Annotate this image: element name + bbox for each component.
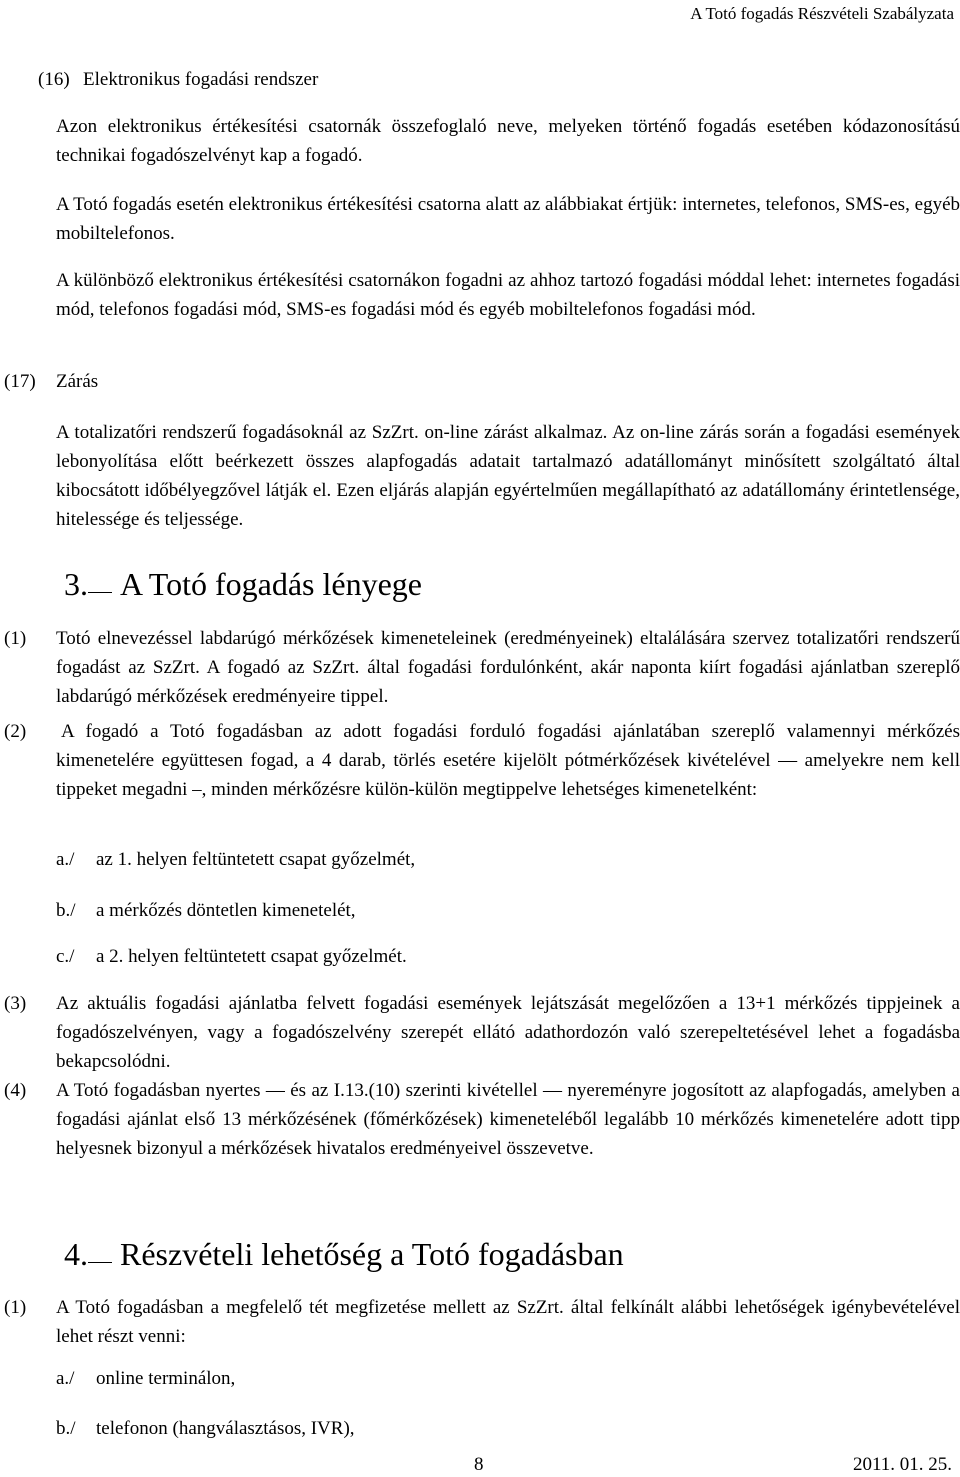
chapter-heading <box>64 1236 624 1272</box>
list-item: online terminálon, <box>96 1368 236 1389</box>
chapter-title: Részvételi lehetőség a Totó fogadásban <box>120 1236 624 1272</box>
paragraph: A totalizatőri rendszerű fogadásoknál az SzZrt. on-line zárást alkalmaz. Az on-line zárás során a fogadási események lebonyolítása előtt beérkezett összes alapfogadás adatait tartalmazó adatállományt minősített szolgáltató által kibocsátott időbélyegzővel látják el. Ezen eljárás alapján egyértelműen megállapítható az adatállomány érintetlensége, hitelessége és teljessége. <box>56 422 960 530</box>
paragraph: A különböző elektronikus értékesítési csatornákon fogadni az ahhoz tartozó fogadási móddal lehet: internetes fogadási mód, telefonos fogadási mód, SMS-es fogadási mód és egyéb mobiltelefonos fogadási mód. <box>56 270 960 320</box>
section-number: (17) <box>4 371 36 392</box>
chapter-number: 3. <box>64 566 88 602</box>
paragraph-number: (1) <box>4 628 27 649</box>
section-number: (16) <box>38 69 70 90</box>
paragraph-number: (4) <box>4 1080 27 1101</box>
list-label: c./ <box>56 946 75 967</box>
paragraph: Totó elnevezéssel labdarúgó mérkőzések kimeneteleinek (eredményeinek) eltalálására szervez totalizatőri rendszerű fogadást az SzZrt. A fogadó az SzZrt. által fogadási fordulónként, akár naponta kiírt fogadási ajánlatban szereplő labdarúgó mérkőzések eredményeire tippel. <box>56 628 960 707</box>
paragraph: A fogadó a Totó fogadásban az adott fogadási forduló fogadási ajánlatában szereplő valamennyi mérkőzés kimenetelére együttesen fogad, a 4 darab, törlés esetére kijelölt pótmérkőzések kivételével — amelyekre nem kell tippeket megadni –, minden mérkőzésre külön-külön megtippelve lehetséges kimenetelként: <box>56 721 960 800</box>
section-title: Elektronikus fogadási rendszer <box>83 69 319 90</box>
chapter-heading <box>64 566 422 602</box>
paragraph: A Totó fogadásban nyertes — és az I.13.(10) szerinti kivétellel — nyereményre jogosított az alapfogadás, amelyben a fogadási ajánlat első 13 mérkőzésének (főmérkőzések) kimeneteléből legalább 10 mérkőzés kimenetelére adott tipp helyesnek bizonyul a mérkőzések hivatalos eredményeivel összevetve. <box>56 1080 960 1159</box>
list-label: b./ <box>56 900 76 921</box>
paragraph-number: (1) <box>4 1297 27 1318</box>
list-item: a mérkőzés döntetlen kimenetelét, <box>96 900 356 921</box>
list-label: b./ <box>56 1418 76 1439</box>
list-item: telefonon (hangválasztásos, IVR), <box>96 1418 355 1439</box>
list-label: a./ <box>56 849 75 870</box>
paragraph: A Totó fogadásban a megfelelő tét megfizetése mellett az SzZrt. által felkínált alábbi lehetőségek igénybevételével lehet részt venni: <box>56 1297 960 1347</box>
chapter-number: 4. <box>64 1236 88 1272</box>
heading-underline <box>88 1236 112 1263</box>
heading-underline <box>88 566 112 593</box>
paragraph-number: (3) <box>4 993 27 1014</box>
footer-date: 2011. 01. 25. <box>852 1454 952 1475</box>
section-title: Zárás <box>56 371 99 392</box>
running-header: A Totó fogadás Részvételi Szabályzata <box>690 4 954 23</box>
list-label: a./ <box>56 1368 75 1389</box>
paragraph: Az aktuális fogadási ajánlatba felvett fogadási események lejátszását megelőzően a 13+1 mérkőzés tippjeinek a fogadószelvényen, vagy a fogadószelvény szerepét ellátó adathordozón való szerepeltetésével lehet a fogadásba bekapcsolódni. <box>56 993 960 1072</box>
paragraph-number: (2) <box>4 721 27 742</box>
paragraph: Azon elektronikus értékesítési csatornák összefoglaló neve, melyeken történő fogadás esetében kódazonosítású technikai fogadószelvényt kap a fogadó. <box>56 116 960 166</box>
page-number: 8 <box>474 1454 484 1475</box>
paragraph: A Totó fogadás esetén elektronikus értékesítési csatorna alatt az alábbiakat értjük: internetes, telefonos, SMS-es, egyéb mobiltelefonos. <box>56 194 960 244</box>
list-item: az 1. helyen feltüntetett csapat győzelmét, <box>96 849 416 870</box>
chapter-title: A Totó fogadás lényege <box>120 566 422 602</box>
list-item: a 2. helyen feltüntetett csapat győzelmét. <box>96 946 407 967</box>
